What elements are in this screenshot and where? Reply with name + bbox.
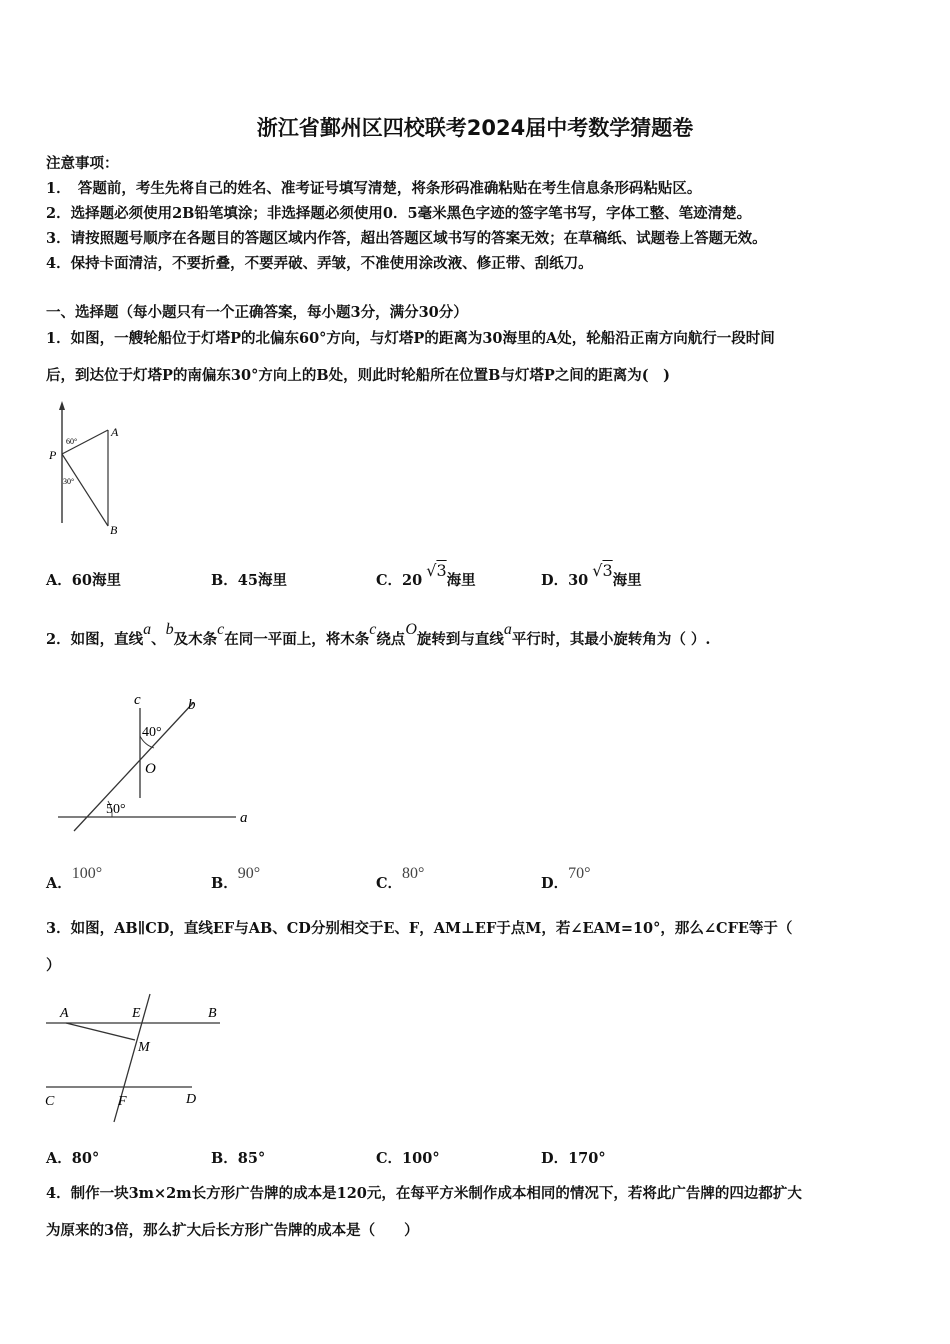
q1-figure — [44, 398, 134, 543]
option-coefficient: 20 — [402, 572, 423, 589]
q4-text-line2: 为原来的3倍，那么扩大后长方形广告牌的成本是（ ） — [46, 1222, 419, 1239]
q2-option-a[interactable] — [46, 865, 103, 893]
q2-var-b: b — [165, 621, 174, 638]
q3-label-A: A — [60, 1006, 69, 1021]
option-text: 100° — [402, 1150, 440, 1167]
q2-label-a: a — [240, 810, 248, 826]
q2-label-O: O — [145, 761, 156, 777]
option-text: 60海里 — [71, 572, 121, 589]
option-letter: A． — [46, 1150, 72, 1167]
q3-label-M: M — [138, 1040, 150, 1055]
q2-var-a: a — [503, 621, 512, 638]
q1-line-PB — [62, 454, 108, 526]
option-text: 170° — [568, 1150, 606, 1167]
q3-line-AM — [66, 1023, 135, 1040]
q2-var-c: c — [369, 621, 377, 638]
q2-label-c: c — [134, 692, 141, 708]
option-letter: B． — [211, 1150, 238, 1167]
q3-figure — [44, 992, 226, 1124]
option-letter: B． — [211, 875, 238, 892]
q1-angle-30: 30° — [63, 477, 75, 486]
option-letter: B． — [211, 572, 238, 589]
q3-option-d[interactable] — [541, 1147, 606, 1168]
option-unit: 海里 — [612, 572, 642, 589]
notice-item: 1． 答题前，考生先将自己的姓名、准考证号填写清楚，将条形码准确粘贴在考生信息条形码粘贴区。 — [46, 180, 702, 197]
radicand: 3 — [602, 561, 613, 580]
q3-text-line2: ） — [46, 957, 61, 974]
q3-label-D: D — [186, 1092, 197, 1107]
notice-item: 2．选择题必须使用2B铅笔填涂；非选择题必须使用0．5毫米黑色字迹的签字笔书写，字体工整、笔迹清楚。 — [46, 205, 752, 222]
option-coefficient: 30 — [568, 572, 589, 589]
sqrt-icon: √3 — [426, 561, 447, 580]
q3-option-c[interactable] — [376, 1147, 440, 1168]
q2-text-part: 旋转到与直线 — [416, 631, 504, 648]
q2-var-a: a — [143, 621, 152, 638]
q3-label-F: F — [118, 1094, 127, 1109]
q2-angle-40: 40° — [142, 725, 162, 740]
q2-option-c[interactable] — [376, 865, 425, 893]
q2-text — [46, 621, 711, 649]
sqrt-icon: √3 — [592, 561, 613, 580]
option-value: 80° — [402, 865, 425, 882]
q1-option-d[interactable] — [541, 561, 642, 590]
option-letter: C． — [376, 875, 403, 892]
option-letter: C． — [376, 1150, 403, 1167]
option-letter: D． — [541, 1150, 569, 1167]
option-letter: D． — [541, 875, 569, 892]
q3-option-b[interactable] — [211, 1147, 265, 1168]
q3-text-line1: 3．如图，AB∥CD，直线EF与AB、CD分别相交于E、F，AM⊥EF于点M，若∠EAM=10°，那么∠CFE等于（ — [46, 920, 793, 937]
radicand: 3 — [436, 561, 447, 580]
notice-item: 3．请按照题号顺序在各题目的答题区域内作答，超出答题区域书写的答案无效；在草稿纸、试题卷上答题无效。 — [46, 230, 767, 247]
q2-option-d[interactable] — [541, 865, 591, 893]
q1-arrow-head — [59, 401, 65, 410]
option-letter: A． — [46, 875, 72, 892]
option-text: 85° — [237, 1150, 266, 1167]
q2-text-part: 及木条 — [173, 631, 218, 648]
q1-option-a[interactable] — [46, 569, 121, 590]
q2-text-part: 在同一平面上，将木条 — [224, 631, 370, 648]
option-letter: D． — [541, 572, 569, 589]
q2-angle-50: 50° — [106, 802, 126, 817]
q3-label-C: C — [45, 1094, 55, 1109]
q2-label-b: b — [188, 697, 196, 713]
q2-line-b — [74, 703, 193, 831]
notice-heading: 注意事项： — [46, 155, 119, 172]
option-value: 100° — [71, 865, 103, 882]
q1-text-line1: 1．如图，一艘轮船位于灯塔P的北偏东60°方向，与灯塔P的距离为30海里的A处，轮船沿正南方向航行一段时间 — [46, 330, 775, 347]
q1-label-P: P — [49, 448, 57, 462]
q2-text-part: 、 — [151, 631, 166, 648]
q2-text-part: 2．如图，直线 — [46, 631, 144, 648]
q2-text-part: 平行时，其最小旋转角为（ ）. — [511, 631, 711, 648]
q2-text-part: 绕点 — [376, 631, 406, 648]
option-letter: A． — [46, 572, 72, 589]
q2-var-O: O — [405, 621, 417, 638]
option-letter: C． — [376, 572, 403, 589]
q2-option-b[interactable] — [211, 865, 261, 893]
q4-text-line1: 4．制作一块3m×2m长方形广告牌的成本是120元，在每平方米制作成本相同的情况下，若将此广告牌的四边都扩大 — [46, 1185, 802, 1202]
option-unit: 海里 — [446, 572, 476, 589]
q1-option-c[interactable] — [376, 561, 476, 590]
q1-text-line2: 后，到达位于灯塔P的南偏东30°方向上的B处，则此时轮船所在位置B与灯塔P之间的距离为( ) — [46, 367, 670, 384]
notice-item: 4．保持卡面清洁，不要折叠，不要弄破、弄皱，不准使用涂改液、修正带、刮纸刀。 — [46, 255, 593, 272]
q3-label-B: B — [208, 1006, 217, 1021]
q2-var-c: c — [217, 621, 225, 638]
q1-option-b[interactable] — [211, 569, 287, 590]
option-text: 45海里 — [237, 572, 287, 589]
option-text: 80° — [71, 1150, 100, 1167]
option-value: 70° — [568, 865, 591, 882]
q1-angle-60: 60° — [66, 437, 78, 446]
section-heading: 一、选择题（每小题只有一个正确答案，每小题3分，满分30分） — [46, 304, 468, 321]
q3-label-E: E — [132, 1006, 141, 1021]
q1-label-A: A — [111, 425, 119, 439]
q1-label-B: B — [110, 523, 118, 537]
page-title: 浙江省鄞州区四校联考2024届中考数学猜题卷 — [256, 116, 694, 140]
option-value: 90° — [237, 865, 261, 882]
q2-figure — [46, 686, 266, 836]
q3-option-a[interactable] — [46, 1147, 99, 1168]
